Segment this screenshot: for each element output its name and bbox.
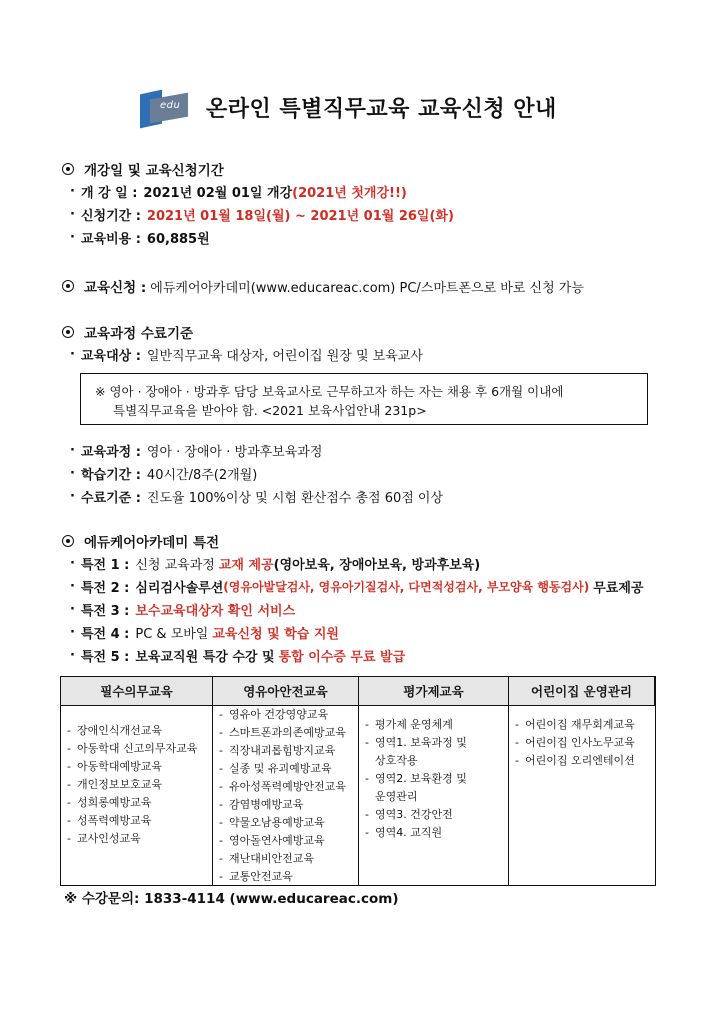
- circle-bullet-icon: [62, 280, 74, 292]
- list-item: - 영역1. 보육과정 및: [365, 734, 504, 752]
- list-item: - 영역3. 건강안전: [365, 806, 504, 824]
- open-value: 2021년 02월 01일 개강: [143, 186, 293, 201]
- benefit-3-highlight: 보수교육대상자 확인 서비스: [135, 604, 296, 619]
- list-item: - 실종 및 유괴예방교육: [219, 760, 354, 778]
- benefit-3: [62, 598, 643, 621]
- complete-line: [62, 485, 443, 508]
- list-item: - 성폭력예방교육: [67, 812, 208, 830]
- notice-box: [80, 373, 648, 425]
- dot-bullet-icon: ·: [70, 556, 75, 571]
- dot-bullet-icon: ·: [70, 625, 75, 640]
- fee-value: 60,885원: [146, 232, 210, 247]
- benefit-4: [62, 621, 643, 644]
- benefit-2-text: 심리검사솔루션: [135, 581, 224, 596]
- benefit-5-highlight: 통합 이수증 무료 발급: [278, 650, 406, 665]
- course-table: [60, 676, 656, 886]
- table-header-management: 어린이집 운영관리: [509, 677, 655, 706]
- table-col-mandatory: [61, 706, 213, 886]
- benefit-1: [62, 552, 643, 575]
- circle-bullet-icon: [62, 535, 74, 547]
- dot-bullet-icon: ·: [70, 579, 75, 594]
- benefit-4-label: 특전 4 :: [80, 627, 130, 642]
- heading-text: 개강일 및 교육신청기간: [84, 163, 224, 179]
- table-col-evaluation: [359, 706, 509, 886]
- open-highlight: (2021년 첫개강!!): [292, 186, 407, 201]
- benefit-5-text: 보육교직원 특강 수강 및: [135, 650, 275, 665]
- period-line: [62, 462, 443, 485]
- section-benefits: [62, 530, 643, 667]
- section-schedule-heading: [62, 158, 454, 180]
- notice-line-1: ※ 영아 · 장애아 · 방과후 담당 보육교사로 근무하고자 하는 자는 채용 후 6개월 이내에: [95, 384, 564, 399]
- list-item: - 영유아 건강영양교육: [219, 706, 354, 724]
- logo-text: edu: [160, 100, 181, 111]
- heading-text: 교육신청 :: [84, 280, 147, 296]
- edu-logo: [140, 88, 196, 126]
- benefit-3-label: 특전 3 :: [80, 604, 130, 619]
- page-title: 온라인 특별직무교육 교육신청 안내: [206, 96, 557, 122]
- benefit-2-highlight: (영유아발달검사, 영유아기질검사, 다면적성검사, 부모양육 행동검사): [223, 580, 590, 594]
- list-item: - 개인정보보호교육: [67, 776, 208, 794]
- list-item: - 교사인성교육: [67, 830, 208, 848]
- open-date-line: [62, 180, 454, 203]
- list-item: - 영역2. 보육환경 및: [365, 770, 504, 788]
- list-item: - 영아돌연사예방교육: [219, 832, 354, 850]
- section-apply-heading: [62, 275, 584, 297]
- section-course-heading: [62, 321, 423, 343]
- section-schedule: [62, 158, 454, 249]
- benefit-4-highlight: 교육신청 및 학습 지원: [212, 627, 339, 642]
- apply-label: 신청기간 :: [80, 209, 141, 224]
- table-header-mandatory: 필수의무교육: [61, 677, 213, 706]
- course-value: 영아 · 장애아 · 방과후보육과정: [146, 445, 323, 460]
- list-item: - 성희롱예방교육: [67, 794, 208, 812]
- title-row: [140, 86, 557, 128]
- dot-bullet-icon: ·: [70, 230, 75, 245]
- benefit-1-text: 신청 교육과정: [135, 558, 215, 573]
- list-item: - 감염병예방교육: [219, 796, 354, 814]
- benefit-5-label: 특전 5 :: [80, 650, 130, 665]
- target-label: 교육대상 :: [80, 349, 141, 364]
- benefit-4-text: PC & 모바일: [135, 627, 209, 642]
- benefit-2: [62, 575, 643, 598]
- dot-bullet-icon: ·: [70, 648, 75, 663]
- list-item: - 어린이집 인사노무교육: [515, 734, 651, 752]
- fee-line: [62, 226, 454, 249]
- table-header-safety: 영유아안전교육: [213, 677, 359, 706]
- list-item: - 아동학대예방교육: [67, 758, 208, 776]
- dot-bullet-icon: ·: [70, 207, 75, 222]
- dot-bullet-icon: ·: [70, 466, 75, 481]
- table-col-safety: [213, 706, 359, 886]
- dot-bullet-icon: ·: [70, 489, 75, 504]
- apply-text: 에듀케어아카데미(www.educareac.com) PC/스마트폰으로 바로 신청 가능: [150, 280, 584, 296]
- list-item: - 유아성폭력예방안전교육: [219, 778, 354, 796]
- fee-label: 교육비용 :: [80, 232, 141, 247]
- complete-value: 진도율 100%이상 및 시험 환산점수 총점 60점 이상: [146, 491, 444, 506]
- target-line: [62, 343, 423, 366]
- heading-text: 에듀케어아카데미 특전: [84, 535, 220, 551]
- list-item-continuation: 운영관리: [375, 790, 418, 803]
- benefit-1-detail: (영아보육, 장애아보육, 방과후보육): [273, 558, 481, 573]
- period-label: 학습기간 :: [80, 468, 141, 483]
- section-apply: [62, 275, 584, 297]
- circle-bullet-icon: [62, 163, 74, 175]
- apply-period-line: [62, 203, 454, 226]
- list-item: - 장애인식개선교육: [67, 722, 208, 740]
- circle-bullet-icon: [62, 326, 74, 338]
- section-course-details: [62, 439, 443, 508]
- open-label: 개 강 일 :: [80, 186, 138, 201]
- list-item-continuation: 상호작용: [375, 754, 418, 767]
- dot-bullet-icon: ·: [70, 602, 75, 617]
- benefit-1-label: 특전 1 :: [80, 558, 130, 573]
- section-course: [62, 321, 423, 366]
- list-item: - 재난대비안전교육: [219, 850, 354, 868]
- heading-text: 교육과정 수료기준: [84, 326, 194, 342]
- list-item: - 평가제 운영체계: [365, 716, 504, 734]
- notice-line-2: 특별직무교육을 받아야 함. <2021 보육사업안내 231p>: [113, 403, 427, 418]
- benefit-2-label: 특전 2 :: [80, 581, 130, 596]
- course-label: 교육과정 :: [80, 445, 141, 460]
- section-benefits-heading: [62, 530, 643, 552]
- benefit-2-tail: 무료제공: [593, 581, 644, 596]
- target-value: 일반직무교육 대상자, 어린이집 원장 및 보육교사: [146, 349, 423, 364]
- list-item: - 아동학대 신고의무자교육: [67, 740, 208, 758]
- list-item: - 교통안전교육: [219, 868, 354, 886]
- dot-bullet-icon: ·: [70, 443, 75, 458]
- contact-footer: ※ 수강문의: 1833-4114 (www.educareac.com): [64, 891, 399, 907]
- table-header-evaluation: 평가제교육: [359, 677, 509, 706]
- list-item: - 약물오남용예방교육: [219, 814, 354, 832]
- list-item: - 영역4. 교직원: [365, 824, 504, 842]
- list-item: - 어린이집 오리엔테이션: [515, 752, 651, 770]
- complete-label: 수료기준 :: [80, 491, 141, 506]
- benefit-1-highlight: 교재 제공: [218, 558, 274, 573]
- course-line: [62, 439, 443, 462]
- list-item: - 어린이집 재무회계교육: [515, 716, 651, 734]
- list-item: - 스마트폰과의존예방교육: [219, 724, 354, 742]
- benefit-5: [62, 644, 643, 667]
- dot-bullet-icon: ·: [70, 347, 75, 362]
- period-value: 40시간/8주(2개월): [146, 468, 258, 483]
- list-item: - 직장내괴롭힘방지교육: [219, 742, 354, 760]
- dot-bullet-icon: ·: [70, 184, 75, 199]
- table-col-management: [509, 706, 655, 886]
- apply-value: 2021년 01월 18일(월) ~ 2021년 01월 26일(화): [146, 209, 454, 224]
